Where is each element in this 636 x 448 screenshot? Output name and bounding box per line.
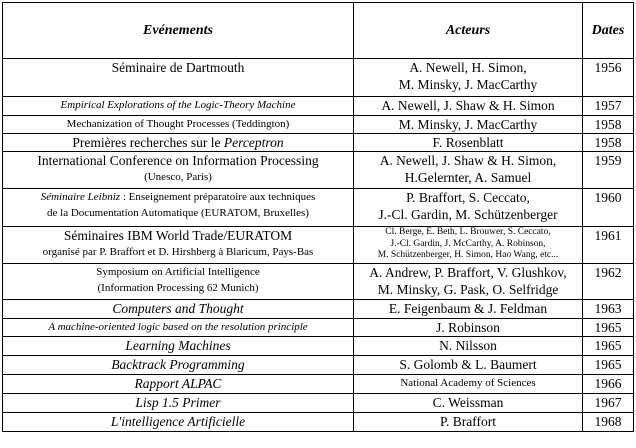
table-row — [3, 300, 634, 319]
date-cell: 1960 — [583, 189, 634, 227]
date-cell: 1959 — [583, 152, 634, 189]
date-cell: 1958 — [583, 134, 634, 152]
actors-cell: A. Newell, J. Shaw & H. Simon, H.Gelernter, A. Samuel — [354, 152, 583, 189]
event-cell: Séminaire de Dartmouth — [3, 59, 354, 97]
event-cell: Computers and Thought — [3, 300, 354, 319]
actors-cell: P. Braffort, S. Ceccato, J.-Cl. Gardin, M. Schützenberger — [354, 189, 583, 227]
table-row — [3, 116, 634, 134]
actors-cell: M. Minsky, J. MacCarthy — [354, 116, 583, 134]
date-cell: 1956 — [583, 59, 634, 97]
event-cell: Séminaires IBM World Trade/EURATOM organisé par P. Braffort et D. Hirshberg à Blaricum, Pays-Bas — [3, 227, 354, 264]
event-cell: Premières recherches sur le Perceptron — [3, 134, 354, 152]
event-cell: Symposium on Artificial Intelligence (Information Processing 62 Munich) — [3, 264, 354, 300]
date-cell: 1963 — [583, 300, 634, 319]
date-cell: 1965 — [583, 319, 634, 337]
event-cell: L'intelligence Artificielle — [3, 413, 354, 432]
event-cell: International Conference on Information Processing (Unesco, Paris) — [3, 152, 354, 189]
date-cell: 1962 — [583, 264, 634, 300]
date-cell: 1965 — [583, 337, 634, 356]
actors-cell: E. Feigenbaum & J. Feldman — [354, 300, 583, 319]
event-cell: Lisp 1.5 Primer — [3, 394, 354, 413]
date-cell: 1965 — [583, 356, 634, 375]
table-row — [3, 264, 634, 300]
event-cell: A machine-oriented logic based on the resolution principle — [3, 319, 354, 337]
table-row — [3, 375, 634, 394]
event-cell: Mechanization of Thought Processes (Teddington) — [3, 116, 354, 134]
table-row — [3, 134, 634, 152]
date-cell: 1967 — [583, 394, 634, 413]
actors-cell: National Academy of Sciences — [354, 375, 583, 394]
event-cell: Séminaire Leibniz : Enseignement préparatoire aux techniques de la Documentation Automatique (EURATOM, Bruxelles) — [3, 189, 354, 227]
event-cell: Empirical Explorations of the Logic-Theory Machine — [3, 97, 354, 116]
table-row — [3, 319, 634, 337]
date-cell: 1958 — [583, 116, 634, 134]
actors-cell: C. Weissman — [354, 394, 583, 413]
table-row — [3, 337, 634, 356]
actors-cell: J. Robinson — [354, 319, 583, 337]
actors-cell: N. Nilsson — [354, 337, 583, 356]
header-events: Evénements — [3, 3, 354, 59]
event-cell: Rapport ALPAC — [3, 375, 354, 394]
actors-cell: F. Rosenblatt — [354, 134, 583, 152]
date-cell: 1966 — [583, 375, 634, 394]
events-table — [2, 2, 634, 432]
actors-cell: Cl. Berge, E. Beth, L. Brouwer, S. Ceccato, J.-Cl. Gardin, J. McCarthy, A. Robinson, M. Schützenberger, H. Simon, Hao Wang, etc... — [354, 227, 583, 264]
table-row — [3, 394, 634, 413]
actors-cell: A. Newell, H. Simon, M. Minsky, J. MacCarthy — [354, 59, 583, 97]
table-row — [3, 356, 634, 375]
actors-cell: A. Newell, J. Shaw & H. Simon — [354, 97, 583, 116]
header-dates: Dates — [583, 3, 634, 59]
date-cell: 1957 — [583, 97, 634, 116]
date-cell: 1961 — [583, 227, 634, 264]
actors-cell: S. Golomb & L. Baumert — [354, 356, 583, 375]
event-cell: Learning Machines — [3, 337, 354, 356]
table-row — [3, 152, 634, 189]
event-cell: Backtrack Programming — [3, 356, 354, 375]
table-row — [3, 413, 634, 432]
table-row — [3, 59, 634, 97]
actors-cell: A. Andrew, P. Braffort, V. Glushkov, M. Minsky, G. Pask, O. Selfridge — [354, 264, 583, 300]
table-row — [3, 97, 634, 116]
header-row — [3, 3, 634, 59]
header-actors: Acteurs — [354, 3, 583, 59]
table-row — [3, 227, 634, 264]
date-cell: 1968 — [583, 413, 634, 432]
actors-cell: P. Braffort — [354, 413, 583, 432]
table-row — [3, 189, 634, 227]
